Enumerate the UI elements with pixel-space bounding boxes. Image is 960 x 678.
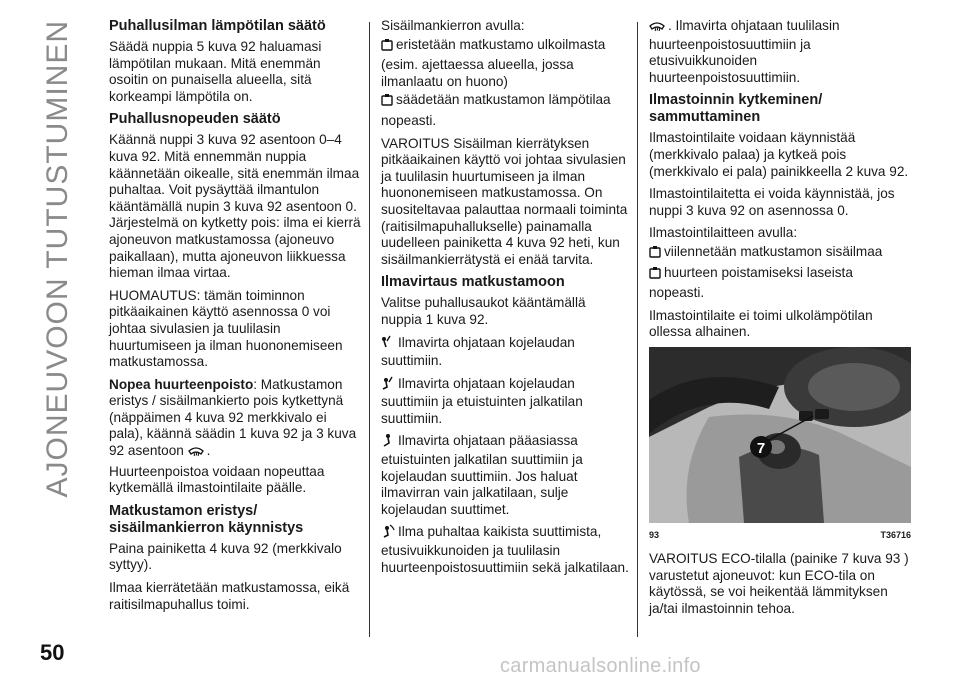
section-heading: Matkustamon eristys/ sisäilmankierron käynnistys [109, 502, 304, 536]
airflow-feet-icon [381, 433, 395, 452]
figure-93 [649, 347, 911, 551]
paragraph: Ilmastointilaite ei toimi ulkolämpötilan ollessa alhainen. [649, 307, 873, 340]
airflow-option: Ilma puhaltaa kaikista suuttimista, etusivuikkunoiden ja tuulilasin huurteenpoistosuuttimiin sekä jalkatilaan. [381, 524, 629, 575]
text-column-2 [381, 18, 629, 582]
inline-bold-term: Nopea huurteenpoisto [109, 376, 254, 392]
chapter-title-text: AJONEUVOON TUTUSTUMINEN [41, 20, 74, 498]
column-divider [369, 22, 370, 637]
paragraph: Valitse puhallusaukot kääntämällä nuppia 1 kuva 92. [381, 295, 586, 327]
paragraph: Käännä nuppi 3 kuva 92 asentoon 0–4 kuva 92. Mitä ennemmän nuppia käännetään oikealle, sitä enemmän ilmaa puhaltaa. Voit pysäyttää ilmantulon kääntämällä nupin 3 kuva 92 asentoon 0. Järjestelmä on kytketty pois: ilma ei kierrä ajoneuvon matkustamossa (ajoneuvo paikallaan), mutta ajoneuvon liikkuessa hieman ilmaa virtaa. [109, 132, 361, 281]
airflow-option: Ilmavirta ohjataan pääasiassa etuistuinten jalkatilan suuttimiin ja kojelaudan suuttimiin. Jos haluat ilmavirran vain jalkatilaan, sulje kojelaudan suuttimet. [381, 433, 583, 517]
callout-7-label: 7 [756, 439, 766, 457]
paragraph: Ilmastointilaite voidaan käynnistää (merkkivalo palaa) ja kytkeä pois (merkkivalo ei pala) painikkeella 2 kuva 92. [649, 130, 909, 179]
figure-code: T36716 [880, 529, 911, 540]
paragraph: . Ilmavirta ohjataan tuulilasin huurteenpoistosuuttimiin ja etusivuikkunoiden huurteenpoistosuuttimiin. [649, 18, 840, 85]
bullet-continuation: nopeasti. [649, 285, 705, 301]
paragraph [109, 377, 361, 462]
paragraph: Ilmastointilaitetta ei voida käynnistää, jos nuppi 3 kuva 92 on asennossa 0. [649, 186, 895, 218]
bullet-icon [381, 39, 393, 56]
paragraph: Huurteenpoistoa voidaan nopeuttaa kytkemällä ilmastointilaite päälle. [109, 463, 325, 496]
bullet-item: huurteen poistamiseksi laseista [649, 265, 911, 284]
paragraph: Sisäilmankierron avulla: [381, 18, 525, 33]
section-heading: Puhallusilman lämpötilan säätö [109, 18, 326, 34]
airflow-option: Ilmavirta ohjataan kojelaudan suuttimiin. [381, 334, 575, 369]
warning-paragraph: VAROITUS Sisäilman kierrätyksen pitkäaikainen käyttö voi johtaa sivulasien ja tuulilasin huurtumiseen ja ilman huononemiseen matkustamossa. On suositeltavaa palauttaa normaali toiminta (raitisilmapuhallukselle) painamalla uudelleen painiketta 4 kuva 92 heti, kun sisäilmankierrätystä ei enää tarvita. [381, 135, 628, 267]
windscreen-defrost-icon [649, 20, 665, 37]
airflow-option: Ilmavirta ohjataan kojelaudan suuttimiin ja etuistuinten jalkatilan suuttimiin. [381, 375, 583, 426]
chapter-side-title [28, 20, 88, 640]
note-paragraph: HUOMAUTUS: tämän toiminnon pitkäaikainen käyttö asennossa 0 voi johtaa sivulasien ja tuulilasin huurtumiseen ja ilman huononemiseen matkustamossa. [109, 287, 343, 370]
figure-number: 93 [649, 529, 660, 540]
paragraph-text: . [206, 443, 211, 459]
airflow-all-vents-icon [381, 524, 395, 543]
paragraph-text: : Matkustamon eristys / sisäilmankierto pois kytkettynä (näppäimen 4 kuva 92 merkkivalo ei pala), käännä säädin 1 kuva 92 ja 3 kuva 92 asentoon [109, 376, 357, 459]
paragraph: Ilmaa kierrätetään matkustamossa, eikä raitisilmapuhallus toimi. [109, 580, 350, 612]
bullet-item: eristetään matkustamo ulkoilmasta [381, 37, 629, 56]
page-number: 50 [40, 640, 65, 665]
text-column-1 [109, 18, 361, 619]
bullet-icon [649, 246, 661, 263]
windscreen-defrost-icon [188, 445, 204, 462]
text-column-3 [649, 18, 911, 623]
paragraph: Säädä nuppia 5 kuva 92 haluamasi lämpötilan mukaan. Mitä enemmän osoitin on punaisella alueella, sitä korkeampi lämpötila on. [109, 39, 322, 104]
watermark: carmanualsonline.info [500, 655, 701, 677]
paragraph: Paina painiketta 4 kuva 92 (merkkivalo syttyy). [109, 540, 342, 573]
bullet-item: säädetään matkustamon lämpötilaa [381, 92, 629, 111]
bullet-icon [381, 94, 393, 111]
bullet-icon [649, 267, 661, 284]
bullet-item: viilennetään matkustamon sisäilmaa [649, 244, 911, 263]
warning-paragraph: VAROITUS ECO-tilalla (painike 7 kuva 93 ) varustetut ajoneuvot: kun ECO-tila on käytössä, se voi heikentää lämmityksen ja/tai ilmastoinnin tehoa. [649, 550, 909, 616]
section-heading: Ilmastoinnin kytkeminen/ sammuttaminen [649, 92, 823, 126]
figure-caption [649, 527, 911, 544]
bullet-continuation: nopeasti. [381, 112, 437, 128]
bullet-continuation: (esim. ajettaessa alueella, jossa ilmanlaatu on huono) [381, 57, 574, 89]
column-divider [637, 22, 638, 637]
dashboard-photo [649, 347, 911, 523]
airflow-face-icon [381, 335, 395, 354]
section-heading: Ilmavirtaus matkustamoon [381, 274, 565, 291]
section-heading: Puhallusnopeuden säätö [109, 111, 281, 128]
paragraph: Ilmastointilaitteen avulla: [649, 225, 798, 241]
airflow-face-feet-icon [381, 376, 395, 395]
